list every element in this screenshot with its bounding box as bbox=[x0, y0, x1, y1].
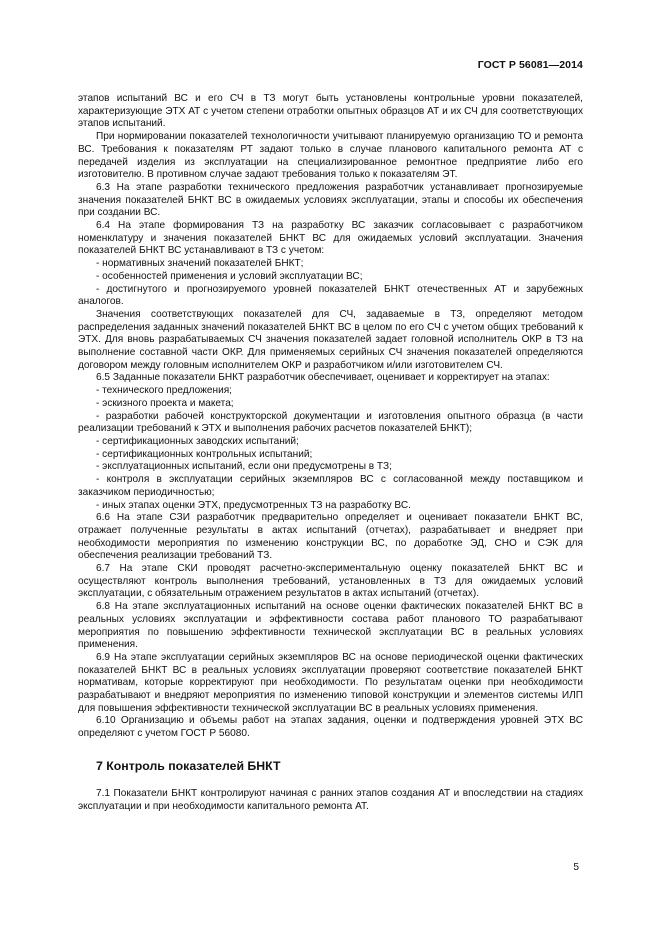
section-7-text bbox=[78, 788, 583, 813]
paragraph: - сертификационных контрольных испытаний; bbox=[96, 448, 313, 460]
paragraph: 6.9 На этапе эксплуатации серийных экземпляров ВС на основе периодической оценки фактических показателей БНКТ ВС в реальных условиях эксплуатации проверяют соответствие показателей БНКТ нормативам, которые корректируют при необходимости. По результатам оценки при необходимости разрабатывают и внедряют мероприятия по изменению типовой конструкции и элементов системы ИЛП для повышения эффективности технической эксплуатации ВС в реальных условиях применения. bbox=[78, 651, 583, 714]
paragraph: - технического предложения; bbox=[96, 385, 232, 397]
paragraph: 7.1 Показатели БНКТ контролируют начиная с ранних этапов создания АТ и впоследствии на стадиях эксплуатации и при необходимости капитального ремонта АТ. bbox=[78, 787, 583, 812]
paragraph: - иных этапах оценки ЭТХ, предусмотренных ТЗ на разработку ВС. bbox=[96, 499, 411, 511]
paragraph: - достигнутого и прогнозируемого уровней показателей БНКТ отечественных АТ и зарубежных аналогов. bbox=[78, 283, 583, 308]
paragraph: Значения соответствующих показателей для СЧ, задаваемые в ТЗ, определяют методом распределения заданных значений показателей БНКТ ВС в целом по его СЧ с учетом общих требований к ЭТХ. Для вновь разрабатываемых СЧ значения показателей задает головной исполнитель ОКР в ТЗ на выполнение составной части ОКР. Для применяемых серийных СЧ значения показателей определяются договором между головным исполнителем ОКР и разработчиком и/или изготовителем СЧ. bbox=[78, 308, 583, 371]
paragraph: этапов испытаний ВС и его СЧ в ТЗ могут быть установлены контрольные уровни показателей, характеризующие ЭТХ АТ с учетом степени отработки опытных образцов АТ и их СЧ для соответствующих этапов испытаний. bbox=[78, 93, 583, 130]
paragraph: 6.8 На этапе эксплуатационных испытаний на основе оценки фактических показателей БНКТ ВС в реальных условиях эксплуатации и эффективности состава работ планового ТО разрабатывают мероприятия по повышению эффективности технической эксплуатации ВС в реальных условиях применения. bbox=[78, 601, 583, 651]
section-heading: 7 Контроль показателей БНКТ bbox=[96, 758, 281, 773]
page-number: 5 bbox=[573, 862, 579, 873]
paragraph: 6.5 Заданные показатели БНКТ разработчик обеспечивает, оценивает и корректирует на этапах: bbox=[96, 372, 550, 384]
paragraph: 6.7 На этапе СКИ проводят расчетно-экспериментальную оценку показателей БНКТ ВС и осуществляют контроль выполнения требований, установленных в ТЗ для ожидаемых условий эксплуатации, с обязательным отражением результатов в актах испытаний (отчетах). bbox=[78, 563, 583, 600]
paragraph: 6.6 На этапе СЗИ разработчик предварительно определяет и оценивает показатели БНКТ ВС, отражает полученные результаты в актах испытаний (отчетах), разрабатывает и внедряет при необходимости мероприятия по изменению конструкции ВС, по доработке ЭД, СНО и СЭК для обеспечения реализации требований ТЗ. bbox=[78, 512, 583, 562]
paragraph: При нормировании показателей технологичности учитывают планируемую организацию ТО и ремонта ВС. Требования к показателям РТ задают только в случае планового капитального ремонта АТ с передачей изделия из эксплуатации на специализированное ремонтное предприятие либо его изготовителю. В противном случае задают требования только к показателям ЭТ. bbox=[78, 131, 583, 181]
paragraph: - эксплуатационных испытаний, если они предусмотрены в ТЗ; bbox=[96, 461, 392, 473]
paragraph: - нормативных значений показателей БНКТ; bbox=[96, 258, 304, 270]
paragraph: - сертификационных заводских испытаний; bbox=[96, 435, 299, 447]
document-body bbox=[78, 93, 583, 813]
paragraph: 6.10 Организацию и объемы работ на этапах задания, оценки и подтверждения уровней ЭТХ ВС определяют с учетом ГОСТ Р 56080. bbox=[78, 715, 583, 740]
paragraph: - особенностей применения и условий эксплуатации ВС; bbox=[96, 270, 363, 282]
standard-code: ГОСТ Р 56081—2014 bbox=[477, 59, 583, 71]
paragraph: 6.4 На этапе формирования ТЗ на разработку ВС заказчик согласовывает с разработчиком номенклатуру и значения показателей БНКТ ВС для ожидаемых условий эксплуатации. Значения показателей БНКТ ВС устанавливают в ТЗ с учетом: bbox=[78, 220, 583, 257]
paragraph: 6.3 На этапе разработки технического предложения разработчик устанавливает прогнозируемые значения показателей БНКТ ВС в ожидаемых условиях эксплуатации, этапы и способы их обеспечения при создании ВС. bbox=[78, 181, 583, 219]
paragraph: - контроля в эксплуатации серийных экземпляров ВС с согласованной между поставщиком и заказчиком периодичностью; bbox=[78, 474, 583, 498]
paragraph: - эскизного проекта и макета; bbox=[96, 397, 234, 409]
paragraph: - разработки рабочей конструкторской документации и изготовления опытного образца (в части реализации требований к ЭТХ и выполнения рабочих расчетов показателей БНКТ); bbox=[78, 410, 583, 435]
section-6-text bbox=[78, 93, 583, 741]
